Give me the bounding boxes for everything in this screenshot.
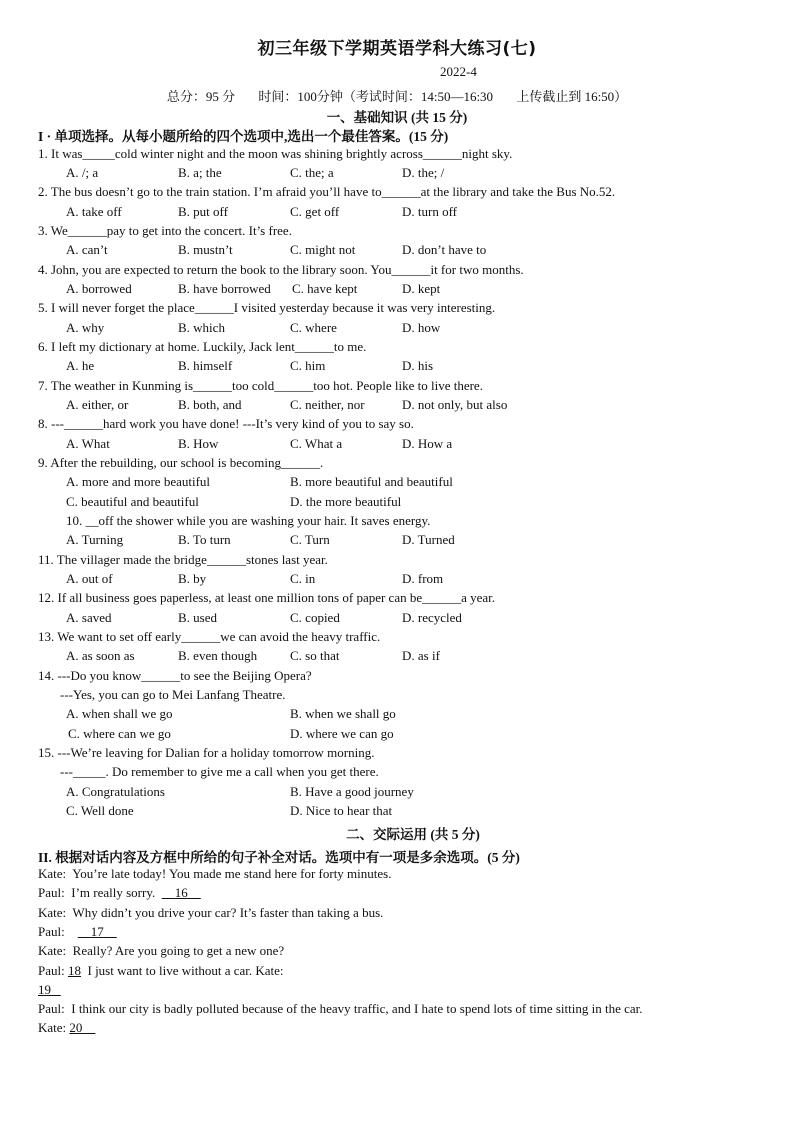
option: B. himself bbox=[178, 358, 233, 373]
section1-heading: 一、基础知识 (共 15 分) bbox=[326, 110, 468, 125]
option: C. so that bbox=[290, 648, 340, 663]
option: C. might not bbox=[290, 242, 356, 257]
option: D. from bbox=[402, 571, 444, 586]
exam-time: 时间：100分钟（考试时间：14:50—16:30 bbox=[258, 89, 494, 104]
option: D. turn off bbox=[402, 204, 458, 219]
question-4: 4. John, you are expected to return the book to the library soon. You______it for two months. bbox=[38, 262, 524, 277]
option: A. as soon as bbox=[66, 648, 135, 663]
blank-17: 17 bbox=[90, 924, 104, 939]
dialogue-line: Paul: I’m really sorry. 16 bbox=[38, 885, 201, 901]
option: A. /; a bbox=[66, 165, 99, 180]
blank-18: 18 bbox=[67, 963, 81, 978]
option: B. Have a good journey bbox=[290, 784, 414, 799]
dialogue-line: Kate: You’re late today! You made me stand here for forty minutes. bbox=[38, 866, 392, 881]
option: A. out of bbox=[66, 571, 113, 586]
question-11: 11. The villager made the bridge______stones last year. bbox=[38, 552, 328, 567]
question-3: 3. We______pay to get into the concert. It’s free. bbox=[38, 223, 292, 238]
dialogue-line bbox=[38, 982, 61, 998]
option: B. How bbox=[178, 436, 219, 451]
option: A. either, or bbox=[66, 397, 129, 412]
question-12: 12. If all business goes paperless, at least one million tons of paper can be______a year. bbox=[38, 590, 496, 605]
option: A. borrowed bbox=[66, 281, 132, 296]
option: D. the; / bbox=[402, 165, 445, 180]
option: C. neither, nor bbox=[290, 397, 365, 412]
blank-16: 16 bbox=[174, 885, 188, 900]
dialogue-line: Paul: 17 bbox=[38, 924, 117, 940]
option: D. the more beautiful bbox=[290, 494, 402, 509]
dialogue-line: Kate: Why didn’t you drive your car? It’s faster than taking a bus. bbox=[38, 905, 384, 920]
option: C. What a bbox=[290, 436, 343, 451]
question-10: 10. __off the shower while you are washing your hair. It saves energy. bbox=[66, 513, 431, 528]
option: C. where can we go bbox=[68, 726, 171, 741]
option: D. Turned bbox=[402, 532, 455, 547]
question-2: 2. The bus doesn’t go to the train station. I’m afraid you’ll have to______at the library and take the Bus No.52. bbox=[38, 184, 616, 199]
exam-title: 初三年级下学期英语学科大练习(七) bbox=[257, 39, 537, 59]
option: B. a; the bbox=[178, 165, 222, 180]
option: D. not only, but also bbox=[402, 397, 508, 412]
option: B. To turn bbox=[178, 532, 231, 547]
option: A. can’t bbox=[66, 242, 108, 257]
exam-meta bbox=[0, 86, 794, 105]
option: D. as if bbox=[402, 648, 440, 663]
option: C. beautiful and beautiful bbox=[66, 494, 199, 509]
question-14-reply: ---Yes, you can go to Mei Lanfang Theatre. bbox=[60, 687, 286, 702]
option: C. in bbox=[290, 571, 316, 586]
option: B. by bbox=[178, 571, 207, 586]
question-15-reply: ---_____. Do remember to give me a call when you get there. bbox=[60, 764, 379, 779]
section2-heading: 二、交际运用 (共 5 分) bbox=[346, 827, 480, 842]
option: A. he bbox=[66, 358, 95, 373]
option: B. used bbox=[178, 610, 217, 625]
option: D. kept bbox=[402, 281, 441, 296]
option: C. copied bbox=[290, 610, 340, 625]
question-6: 6. I left my dictionary at home. Luckily, Jack lent______to me. bbox=[38, 339, 367, 354]
question-7: 7. The weather in Kunming is______too cold______too hot. People like to live there. bbox=[38, 378, 483, 393]
dialogue-line: Paul: 18 I just want to live without a car. Kate: bbox=[38, 963, 284, 978]
question-15: 15. ---We’re leaving for Dalian for a holiday tomorrow morning. bbox=[38, 745, 375, 760]
question-13: 13. We want to set off early______we can avoid the heavy traffic. bbox=[38, 629, 381, 644]
option: C. have kept bbox=[292, 281, 358, 296]
option: C. him bbox=[290, 358, 326, 373]
option: D. where we can go bbox=[290, 726, 394, 741]
question-1: 1. It was_____cold winter night and the moon was shining brightly across______night sky. bbox=[38, 146, 513, 161]
option: C. Turn bbox=[290, 532, 330, 547]
option: B. more beautiful and beautiful bbox=[290, 474, 453, 489]
blank-19: 19 bbox=[38, 982, 51, 997]
upload-deadline: 上传截止到 16:50） bbox=[516, 89, 628, 104]
question-14: 14. ---Do you know______to see the Beijing Opera? bbox=[38, 668, 312, 683]
dialogue-line: Paul: I think our city is badly polluted because of the heavy traffic, and I hate to spend lots of time sitting in the car. bbox=[38, 1001, 643, 1016]
option: B. even though bbox=[178, 648, 258, 663]
option: A. What bbox=[66, 436, 110, 451]
option: D. Nice to hear that bbox=[290, 803, 393, 818]
section2-instruction: II. 根据对话内容及方框中所给的句子补全对话。选项中有一项是多余选项。(5 分) bbox=[38, 850, 520, 865]
option: D. recycled bbox=[402, 610, 462, 625]
question-9: 9. After the rebuilding, our school is becoming______. bbox=[38, 455, 324, 470]
option: A. more and more beautiful bbox=[66, 474, 211, 489]
option: D. don’t have to bbox=[402, 242, 487, 257]
option: D. how bbox=[402, 320, 441, 335]
question-8: 8. ---______hard work you have done! ---It’s very kind of you to say so. bbox=[38, 416, 414, 431]
option: C. the; a bbox=[290, 165, 334, 180]
option: B. when we shall go bbox=[290, 706, 396, 721]
option: C. Well done bbox=[66, 803, 134, 818]
option: A. Congratulations bbox=[66, 784, 165, 799]
section1-instruction: I · 单项选择。从每小题所给的四个选项中,选出一个最佳答案。(15 分) bbox=[38, 129, 449, 144]
exam-date: 2022-4 bbox=[440, 64, 477, 79]
dialogue-line: Kate: Really? Are you going to get a new one? bbox=[38, 943, 285, 958]
option: A. take off bbox=[66, 204, 122, 219]
option: A. why bbox=[66, 320, 105, 335]
option: B. both, and bbox=[178, 397, 242, 412]
total-score: 总分：95 分 bbox=[166, 89, 236, 104]
option: A. when shall we go bbox=[66, 706, 173, 721]
option: D. How a bbox=[402, 436, 453, 451]
option: A. Turning bbox=[66, 532, 124, 547]
option: B. mustn’t bbox=[178, 242, 233, 257]
option: C. where bbox=[290, 320, 337, 335]
option: C. get off bbox=[290, 204, 340, 219]
option: A. saved bbox=[66, 610, 112, 625]
option: B. put off bbox=[178, 204, 228, 219]
option: B. have borrowed bbox=[178, 281, 271, 296]
question-5: 5. I will never forget the place______I visited yesterday because it was very interesting. bbox=[38, 300, 496, 315]
option: D. his bbox=[402, 358, 434, 373]
option: B. which bbox=[178, 320, 225, 335]
dialogue-line: Kate: 20 bbox=[38, 1020, 95, 1036]
blank-20: 20 bbox=[69, 1020, 83, 1035]
